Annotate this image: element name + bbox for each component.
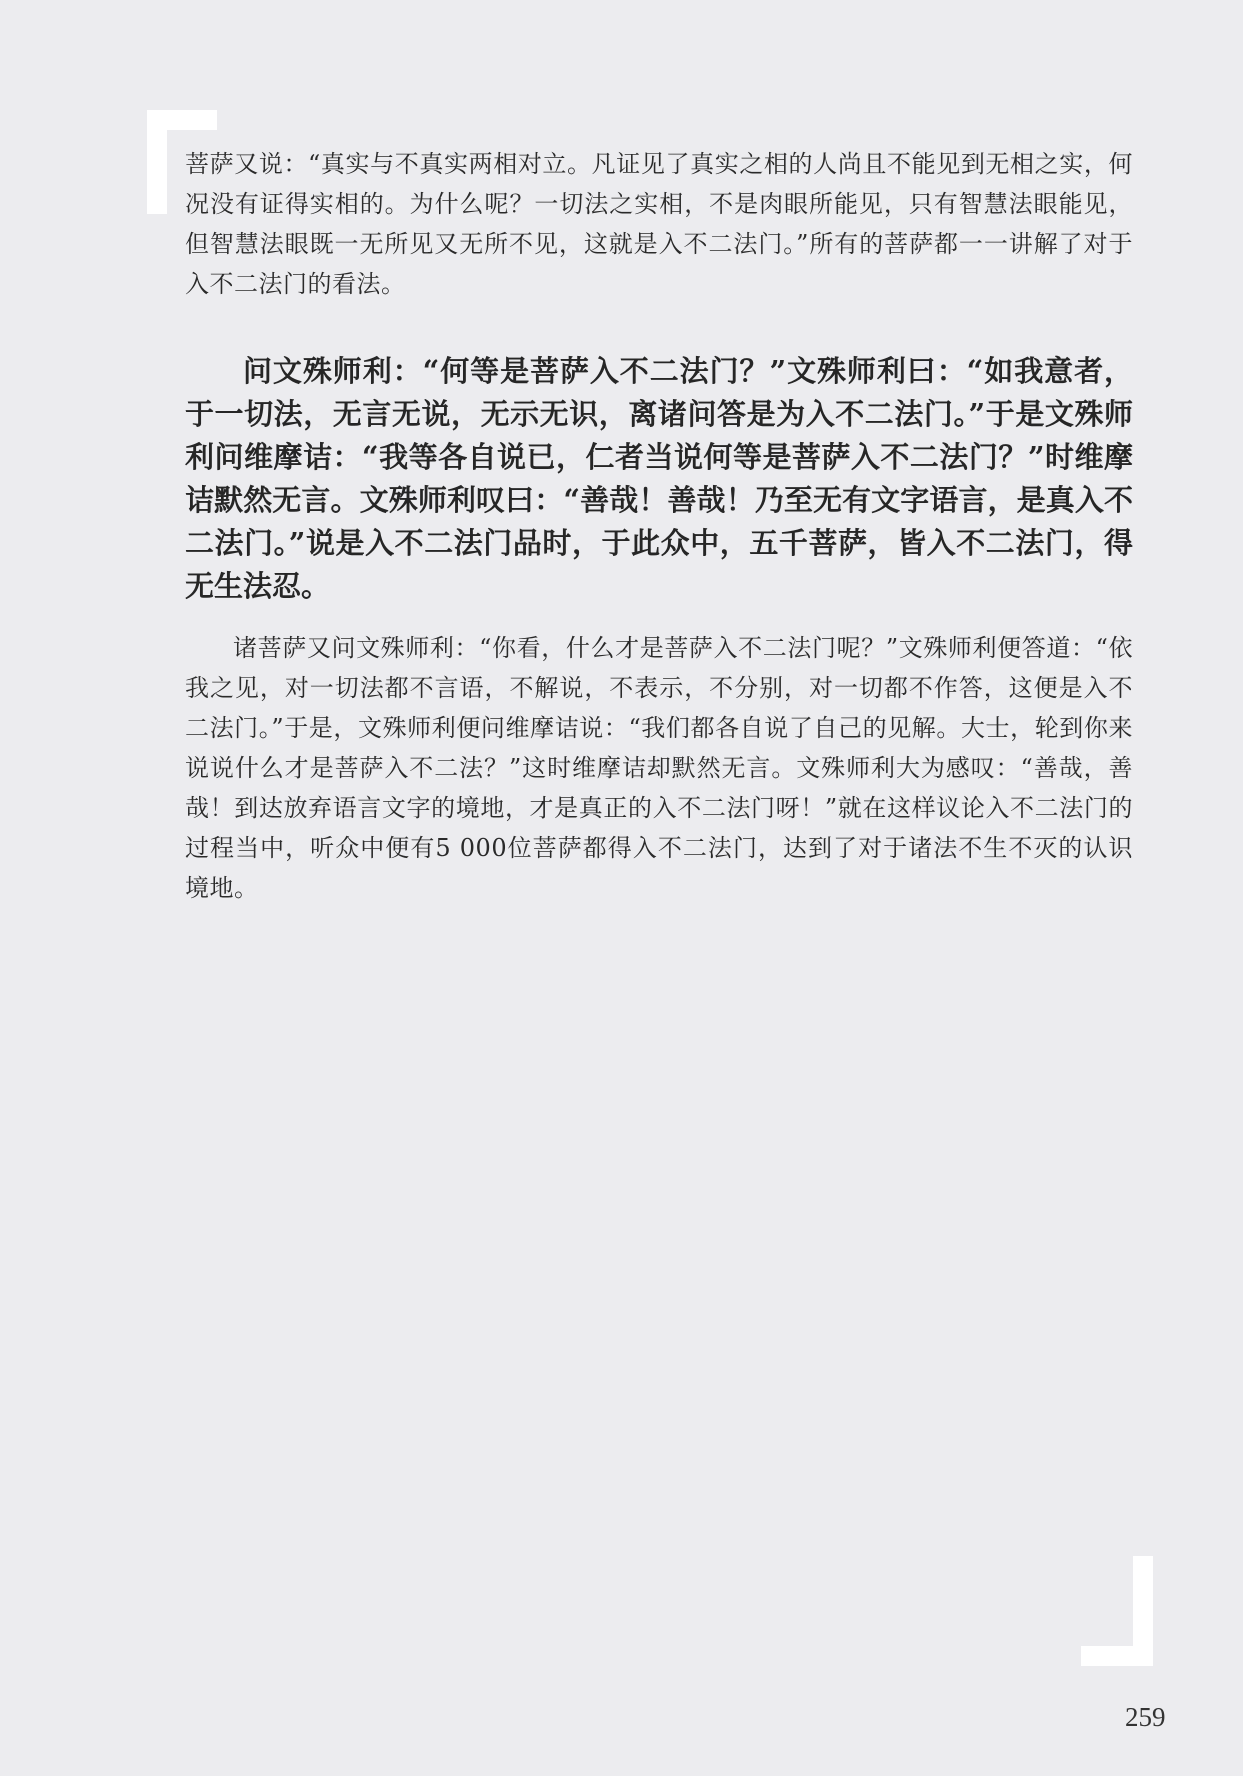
translation-paragraph-2: 诸菩萨又问文殊师利：“你看，什么才是菩萨入不二法门呢？”文殊师利便答道：“依我之见，对一切法都不言语，不解说，不表示，不分别，对一切都不作答，这便是入不二法门。”于是，文殊师利便问维摩诘说：“我们都各自说了自己的见解。大士，轮到你来说说什么才是菩萨入不二法？”这时维摩诘却默然无言。文殊师利大为感叹：“善哉，善哉！到达放弃语言文字的境地，才是真正的入不二法门呀！”就在这样议论入不二法门的过程当中，听众中便有5 000位菩萨都得入不二法门，达到了对于诸法不生不灭的认识境地。	[185, 634, 1133, 902]
corner-bracket-horizontal	[147, 110, 217, 130]
page-number: 259	[1125, 1702, 1166, 1732]
original-text-paragraph: 问文殊师利：“何等是菩萨入不二法门？”文殊师利曰：“如我意者，于一切法，无言无说，无示无识，离诸问答是为入不二法门。”于是文殊师利问维摩诘：“我等各自说已，仁者当说何等是菩萨入不二法门？”时维摩诘默然无言。文殊师利叹曰：“善哉！善哉！乃至无有文字语言，是真入不二法门。”说是入不二法门品时，于此众中，五千菩萨，皆入不二法门，得无生法忍。	[185, 354, 1133, 603]
translation-paragraph-1: 菩萨又说：“真实与不真实两相对立。凡证见了真实之相的人尚且不能见到无相之实，何况没有证得实相的。为什么呢？一切法之实相，不是肉眼所能见，只有智慧法眼能见，但智慧法眼既一无所见又无所不见，这就是入不二法门。”所有的菩萨都一一讲解了对于入不二法门的看法。	[185, 150, 1133, 298]
corner-bracket-bottom-right	[1081, 1556, 1153, 1666]
corner-bracket-horizontal	[1081, 1646, 1153, 1666]
